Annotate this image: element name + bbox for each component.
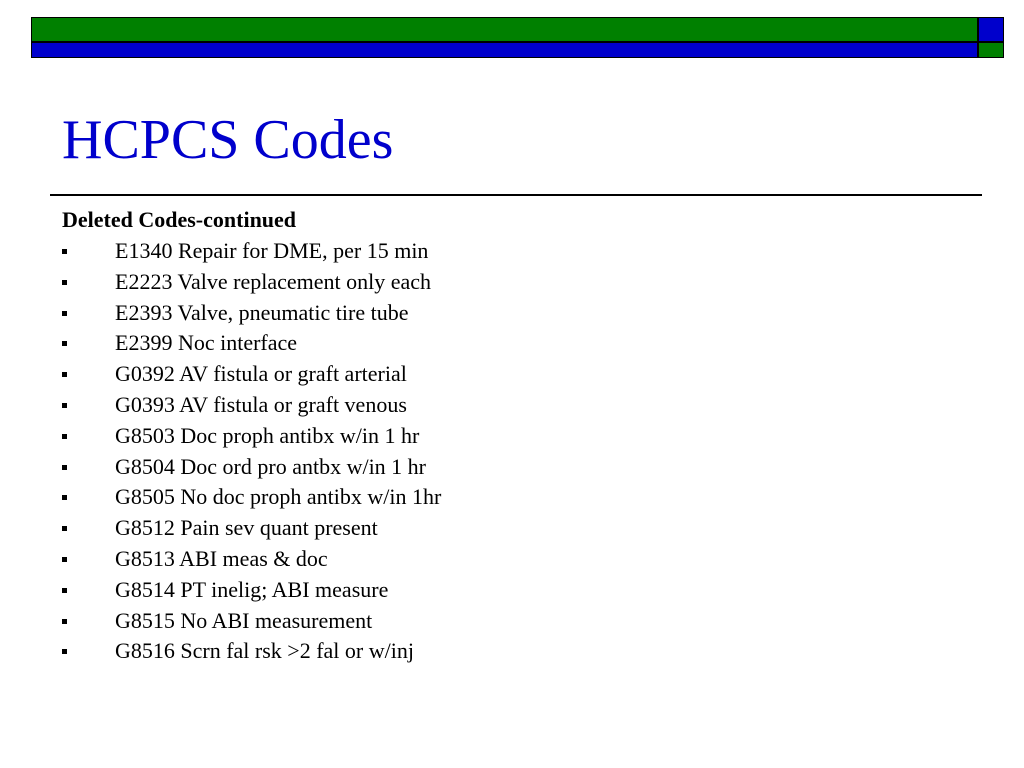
- header-bar-green-top: [31, 17, 978, 42]
- title-divider: [50, 194, 982, 196]
- list-item-text: E2223 Valve replacement only each: [115, 268, 432, 294]
- square-bullet-icon: [62, 526, 67, 531]
- square-bullet-icon: [62, 649, 67, 654]
- list-item-text: G8515 No ABI measurement: [115, 607, 373, 633]
- header-square-green-bottom: [978, 42, 1004, 58]
- list-item-text: G8516 Scrn fal rsk >2 fal or w/inj: [115, 638, 414, 664]
- list-item-text: E2399 Noc interface: [115, 330, 298, 356]
- list-item-text: E2393 Valve, pneumatic tire tube: [115, 299, 409, 325]
- square-bullet-icon: [62, 434, 67, 439]
- header-square-blue-top: [978, 17, 1004, 42]
- section-heading: Deleted Codes-continued: [62, 207, 297, 232]
- list-item-text: G0392 AV fistula or graft arterial: [115, 361, 407, 387]
- list-item-text: G8514 PT inelig; ABI measure: [115, 576, 389, 602]
- square-bullet-icon: [62, 311, 67, 316]
- square-bullet-icon: [62, 249, 67, 254]
- list-item-text: E1340 Repair for DME, per 15 min: [115, 238, 429, 263]
- list-item-text: G8504 Doc ord pro antbx w/in 1 hr: [115, 453, 427, 479]
- square-bullet-icon: [62, 495, 67, 500]
- square-bullet-icon: [62, 588, 67, 593]
- square-bullet-icon: [62, 619, 67, 624]
- square-bullet-icon: [62, 465, 67, 470]
- list-item-text: G0393 AV fistula or graft venous: [115, 391, 407, 417]
- slide-title: HCPCS Codes: [62, 109, 394, 171]
- header-bar-blue-bottom: [31, 42, 978, 58]
- list-item-text: G8513 ABI meas & doc: [115, 545, 328, 571]
- square-bullet-icon: [62, 403, 67, 408]
- square-bullet-icon: [62, 557, 67, 562]
- square-bullet-icon: [62, 372, 67, 377]
- list-item-text: G8503 Doc proph antibx w/in 1 hr: [115, 422, 420, 448]
- square-bullet-icon: [62, 341, 67, 346]
- square-bullet-icon: [62, 280, 67, 285]
- list-item-text: G8512 Pain sev quant present: [115, 515, 378, 541]
- list-item-text: G8505 No doc proph antibx w/in 1hr: [115, 484, 442, 510]
